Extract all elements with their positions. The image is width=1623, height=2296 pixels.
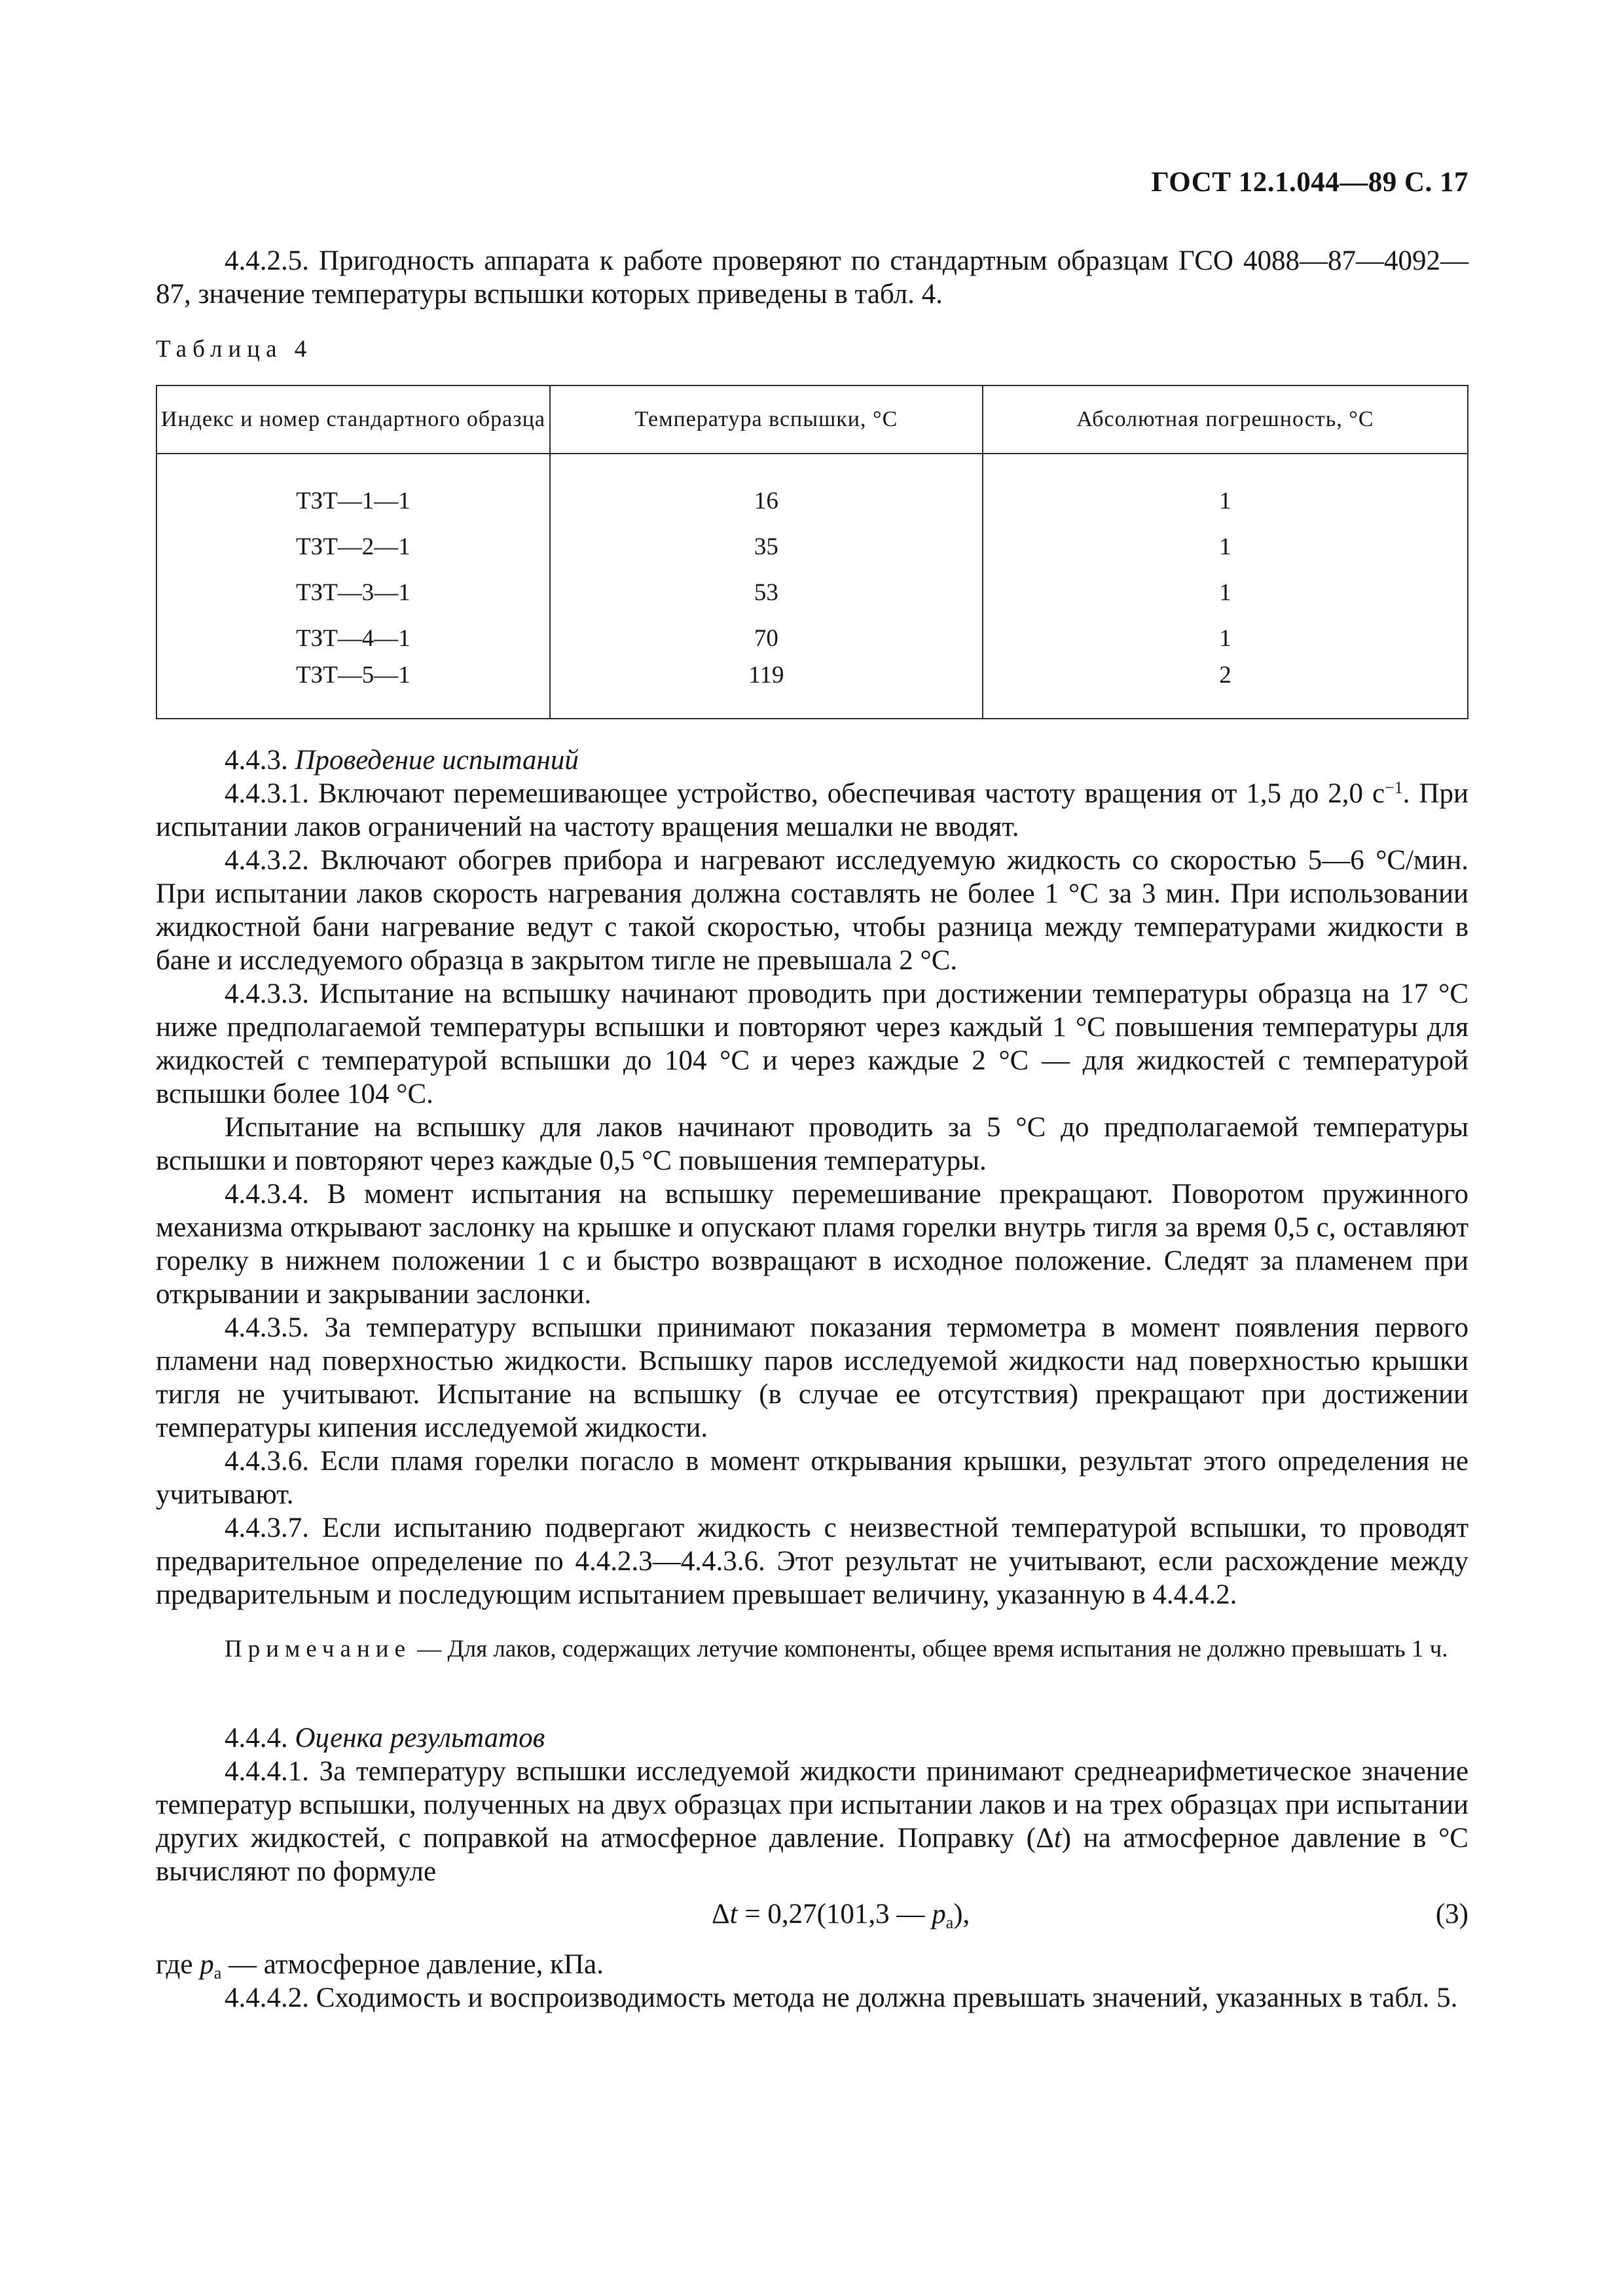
table-cell: ТЗТ—1—1 [156,478,550,524]
paragraph-4-4-3-1 [156,777,1468,844]
paragraph-4-4-3-5: 4.4.3.5. За температуру вспышки принимают показания термометра в момент появления первого пламени над поверхностью жидкости. Вспышку паров исследуемой жидкости над поверхностью крышки тигля не учитывают. Испытание на вспышку (в случае ее отсутствия) прекращают при достижении температуры кипения исследуемой жидкости. [156,1312,1468,1443]
paragraph-4-4-2-5: 4.4.2.5. Пригодность аппарата к работе проверяют по стандартным образцам ГСО 4088—87—4092—87, значение температуры вспышки которых приведены в табл. 4. [156,245,1468,310]
formula-rhs: = 0,27(101,3 — [737,1899,932,1929]
paragraph-text: ) на атмосферное давление в °С вычисляют по формуле [156,1823,1468,1887]
table-4 [156,385,1468,719]
table-row [156,524,1468,569]
paragraph-text: . При испытании лаков ограничений на частоту вращения мешалки не вводят. [156,778,1468,842]
section-4-4-3 [156,744,1468,1611]
intro-block [156,244,1468,311]
note-label: Примечание [225,1636,411,1662]
table-cell: 1 [983,478,1468,524]
table-cell: 1 [983,569,1468,615]
table-cell: ТЗТ—3—1 [156,569,550,615]
table-cell: 70 [550,615,983,661]
superscript: −1 [1385,778,1403,797]
table-cell: 16 [550,478,983,524]
where-pre: где [156,1949,200,1980]
paragraph-4-4-3-3: 4.4.3.3. Испытание на вспышку начинают проводить при достижении температуры образца на 17 °С ниже предполагаемой температуры вспышки и повторяют через каждый 1 °С повышения температуры для жидкостей с температурой вспышки до 104 °С и через каждые 2 °С — для жидкостей с температурой вспышки более 104 °С. [156,978,1468,1109]
note-block [156,1634,1468,1665]
where-post: — атмосферное давление, кПа. [221,1949,604,1980]
table-cell: 2 [983,661,1468,719]
where-paragraph [156,1948,1468,1981]
paragraph-lacquers: Испытание на вспышку для лаков начинают проводить за 5 °С до предполагаемой температуры вспышки и повторяют через каждые 0,5 °С повышения температуры. [156,1112,1468,1176]
paragraph-text: 4.4.3.1. Включают перемешивающее устройство, обеспечивая частоту вращения от 1,5 до 2,0 с [225,778,1385,809]
table-header-cell: Индекс и номер стандартного образца [156,386,550,454]
paragraph-4-4-3-7: 4.4.3.7. Если испытанию подвергают жидкость с неизвестной температурой вспышки, то проводят предварительное определение по 4.4.2.3—4.4.3.6. Этот результат не учитывают, если расхождение между предварительным и последующим испытанием превышает величину, указанную в 4.4.4.2. [156,1513,1468,1610]
note-paragraph [156,1634,1468,1665]
table-header-cell: Абсолютная погрешность, °С [983,386,1468,454]
paragraph-text: 4.4.4.1. За температуру вспышки исследуемой жидкости принимают среднеарифметическое значение температур вспышки, полученных на двух образцах при испытании лаков и на трех образцах при испытании других жидкостей, с поправкой на атмосферное давление. Поправку (Δ [156,1756,1468,1854]
section-4-4-4-cont [156,1948,1468,2015]
table-cell: ТЗТ—2—1 [156,524,550,569]
section-number: 4.4.4. [225,1723,288,1753]
paragraph-4-4-4-1 [156,1755,1468,1888]
note-text: — Для лаков, содержащих летучие компоненты, общее время испытания не должно превышать 1 ч. [411,1636,1448,1662]
where-subscript: а [213,1964,222,1982]
table-cell: 53 [550,569,983,615]
section-heading [156,1721,1468,1755]
formula-end: ), [953,1899,970,1929]
section-title: Проведение испытаний [295,745,579,776]
table-caption: Таблица 4 [156,336,313,363]
section-4-4-4 [156,1721,1468,1888]
table-cell: 119 [550,661,983,719]
table-cell: ТЗТ—5—1 [156,661,550,719]
where-p: p [200,1949,214,1980]
paragraph-4-4-4-2: 4.4.4.2. Сходимость и воспроизводимость метода не должна превышать значений, указанных в табл. 5. [225,1982,1458,2013]
section-heading [156,744,1468,777]
paragraph-4-4-3-2: 4.4.3.2. Включают обогрев прибора и нагревают исследуемую жидкость со скоростью 5—6 °С/мин. При испытании лаков скорость нагревания должна составлять не более 1 °С за 3 мин. При использовании жидкостной бани нагревание ведут с такой скоростью, чтобы разница между температурами жидкости в бане и исследуемого образца в закрытом тигле не превышала 2 °С. [156,845,1468,976]
formula-delta: Δ [712,1899,730,1929]
page-header: ГОСТ 12.1.044—89 С. 17 [1151,167,1468,198]
table-cell: 1 [983,524,1468,569]
formula-3 [712,1898,970,1930]
section-number: 4.4.3. [225,745,288,776]
table-row [156,661,1468,719]
table-header-row [156,386,1468,454]
formula-subscript: а [945,1913,954,1932]
paragraph-4-4-3-6: 4.4.3.6. Если пламя горелки погасло в момент открывания крышки, результат этого определения не учитывают. [156,1446,1468,1510]
variable-t: t [1053,1823,1062,1854]
table-cell: 35 [550,524,983,569]
table-cell: 1 [983,615,1468,661]
table-row [156,478,1468,524]
formula-p: p [932,1899,946,1929]
table-row [156,569,1468,615]
table-header-cell: Температура вспышки, °С [550,386,983,454]
table-cell: ТЗТ—4—1 [156,615,550,661]
section-title: Оценка результатов [295,1723,545,1753]
table-row [156,615,1468,661]
formula-number: (3) [1435,1899,1468,1929]
paragraph-4-4-3-4: 4.4.3.4. В момент испытания на вспышку перемешивание прекращают. Поворотом пружинного механизма открывают заслонку на крышке и опускают пламя горелки внутрь тигля за время 0,5 с, оставляют горелку в нижнем положении 1 с и быстро возвращают в исходное положение. Следят за пламенем при открывании и закрывании заслонки. [156,1179,1468,1310]
formula-t: t [729,1899,738,1929]
